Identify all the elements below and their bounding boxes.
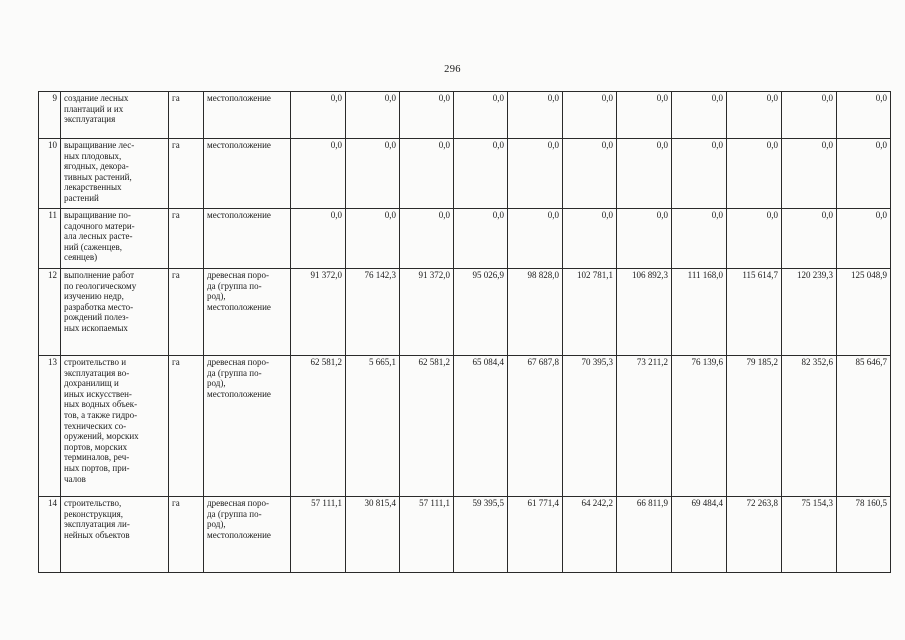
value-cell: 65 084,4 xyxy=(454,356,508,497)
activity-name-line: выращивание по- xyxy=(64,210,131,220)
basis-cell xyxy=(204,269,291,356)
basis-line: род), xyxy=(207,378,226,389)
value-cell: 115 614,7 xyxy=(727,269,782,356)
row-number-cell: 12 xyxy=(39,269,61,356)
value-cell: 0,0 xyxy=(837,92,891,139)
table-row xyxy=(39,139,891,209)
basis-line: местоположение xyxy=(207,388,271,399)
basis-line: местоположение xyxy=(207,140,271,150)
value-cell: 66 811,9 xyxy=(617,497,672,573)
activity-name-line: эксплуатация xyxy=(64,114,116,125)
activity-name-line: по геологическому xyxy=(64,280,137,291)
value-cell: 85 646,7 xyxy=(837,356,891,497)
activity-name-cell xyxy=(61,139,169,209)
activity-name-line: садочного матери- xyxy=(64,220,135,231)
activity-name-line: создание лесных xyxy=(64,93,129,103)
basis-line: род), xyxy=(207,291,226,302)
value-cell: 102 781,1 xyxy=(563,269,617,356)
basis-line: древесная поро- xyxy=(207,270,269,280)
value-cell: 98 828,0 xyxy=(508,269,563,356)
value-cell: 0,0 xyxy=(782,139,837,209)
row-number-cell: 11 xyxy=(39,209,61,269)
activity-name-line: плантаций и их xyxy=(64,103,124,114)
value-cell: 0,0 xyxy=(782,92,837,139)
value-cell: 0,0 xyxy=(346,209,400,269)
value-cell: 0,0 xyxy=(291,139,346,209)
value-cell: 106 892,3 xyxy=(617,269,672,356)
activity-name-line: лекарственных xyxy=(64,182,122,193)
value-cell: 0,0 xyxy=(400,139,454,209)
value-cell: 69 484,4 xyxy=(672,497,727,573)
activity-name-line: чалов xyxy=(64,473,86,484)
page-number: 296 xyxy=(444,64,461,75)
value-cell: 70 395,3 xyxy=(563,356,617,497)
basis-line: местоположение xyxy=(207,93,271,103)
value-cell: 0,0 xyxy=(400,92,454,139)
value-cell: 0,0 xyxy=(454,209,508,269)
activity-name-cell xyxy=(61,356,169,497)
value-cell: 111 168,0 xyxy=(672,269,727,356)
value-cell: 67 687,8 xyxy=(508,356,563,497)
value-cell: 5 665,1 xyxy=(346,356,400,497)
value-cell: 73 211,2 xyxy=(617,356,672,497)
unit-cell: га xyxy=(169,209,204,269)
value-cell: 57 111,1 xyxy=(291,497,346,573)
basis-line: да (группа по- xyxy=(207,280,262,291)
unit-cell: га xyxy=(169,92,204,139)
activity-name-cell xyxy=(61,209,169,269)
table-row xyxy=(39,269,891,356)
value-cell: 0,0 xyxy=(563,209,617,269)
value-cell: 82 352,6 xyxy=(782,356,837,497)
table-row xyxy=(39,356,891,497)
activity-name-line: ала лесных расте- xyxy=(64,231,133,242)
table-row xyxy=(39,209,891,269)
value-cell: 0,0 xyxy=(672,92,727,139)
activity-name-line: рождений полез- xyxy=(64,312,129,323)
activity-name-line: строительство, xyxy=(64,498,122,508)
activity-name-line: изучению недр, xyxy=(64,291,124,302)
activity-name-line: эксплуатация во- xyxy=(64,367,130,378)
value-cell: 120 239,3 xyxy=(782,269,837,356)
value-cell: 75 154,3 xyxy=(782,497,837,573)
row-number-cell: 13 xyxy=(39,356,61,497)
value-cell: 0,0 xyxy=(837,209,891,269)
activity-name-line: разработка место- xyxy=(64,301,134,312)
unit-cell: га xyxy=(169,139,204,209)
value-cell: 0,0 xyxy=(617,92,672,139)
activity-name-cell xyxy=(61,92,169,139)
basis-line: древесная поро- xyxy=(207,498,269,508)
value-cell: 0,0 xyxy=(782,209,837,269)
basis-line: древесная поро- xyxy=(207,357,269,367)
value-cell: 0,0 xyxy=(346,92,400,139)
value-cell: 0,0 xyxy=(291,92,346,139)
activity-name-line: реконструкция, xyxy=(64,508,124,519)
value-cell: 0,0 xyxy=(727,209,782,269)
row-number-cell: 14 xyxy=(39,497,61,573)
basis-line: да (группа по- xyxy=(207,508,262,519)
activity-name-line: выполнение работ xyxy=(64,270,135,280)
value-cell: 78 160,5 xyxy=(837,497,891,573)
unit-cell: га xyxy=(169,497,204,573)
value-cell: 0,0 xyxy=(346,139,400,209)
activity-name-line: тов, а также гидро- xyxy=(64,409,138,420)
value-cell: 76 139,6 xyxy=(672,356,727,497)
activity-name-line: выращивание лес- xyxy=(64,140,135,150)
value-cell: 0,0 xyxy=(727,92,782,139)
activity-name-line: тивных растений, xyxy=(64,171,132,182)
basis-line: да (группа по- xyxy=(207,367,262,378)
basis-cell xyxy=(204,139,291,209)
activity-name-line: иных искусствен- xyxy=(64,388,132,399)
activity-name-line: растений xyxy=(64,192,99,203)
value-cell: 57 111,1 xyxy=(400,497,454,573)
activity-name-line: строительство и xyxy=(64,357,127,367)
value-cell: 0,0 xyxy=(672,209,727,269)
activity-name-line: ягодных, декора- xyxy=(64,161,129,172)
basis-cell xyxy=(204,92,291,139)
basis-cell xyxy=(204,497,291,573)
activity-name-line: сеянцев) xyxy=(64,252,98,263)
unit-cell: га xyxy=(169,269,204,356)
value-cell: 79 185,2 xyxy=(727,356,782,497)
value-cell: 125 048,9 xyxy=(837,269,891,356)
table-row xyxy=(39,92,891,139)
value-cell: 0,0 xyxy=(454,92,508,139)
basis-cell xyxy=(204,356,291,497)
activity-name-line: ний (саженцев, xyxy=(64,241,123,252)
activity-name-line: ных водных объек- xyxy=(64,399,138,410)
table-row xyxy=(39,497,891,573)
value-cell: 0,0 xyxy=(617,209,672,269)
activity-name-line: ных портов, при- xyxy=(64,462,130,473)
value-cell: 0,0 xyxy=(400,209,454,269)
value-cell: 76 142,3 xyxy=(346,269,400,356)
value-cell: 62 581,2 xyxy=(291,356,346,497)
unit-cell: га xyxy=(169,356,204,497)
activity-name-line: оружений, морских xyxy=(64,431,139,442)
value-cell: 59 395,5 xyxy=(454,497,508,573)
value-cell: 0,0 xyxy=(454,139,508,209)
value-cell: 0,0 xyxy=(617,139,672,209)
value-cell: 95 026,9 xyxy=(454,269,508,356)
basis-line: местоположение xyxy=(207,529,271,540)
basis-line: местоположение xyxy=(207,301,271,312)
value-cell: 91 372,0 xyxy=(400,269,454,356)
activity-name-cell xyxy=(61,497,169,573)
activity-name-line: дохранилищ и xyxy=(64,378,119,389)
basis-cell xyxy=(204,209,291,269)
value-cell: 0,0 xyxy=(563,139,617,209)
value-cell: 0,0 xyxy=(672,139,727,209)
activity-name-line: ных ископаемых xyxy=(64,322,128,333)
value-cell: 0,0 xyxy=(508,209,563,269)
activity-name-line: портов, морских xyxy=(64,441,128,452)
activity-name-cell xyxy=(61,269,169,356)
value-cell: 62 581,2 xyxy=(400,356,454,497)
basis-line: местоположение xyxy=(207,210,271,220)
activity-name-line: терминалов, реч- xyxy=(64,452,130,463)
activity-name-line: ных плодовых, xyxy=(64,150,122,161)
forest-use-table xyxy=(38,91,891,573)
value-cell: 61 771,4 xyxy=(508,497,563,573)
activity-name-line: технических со- xyxy=(64,420,127,431)
row-number-cell: 9 xyxy=(39,92,61,139)
basis-line: род), xyxy=(207,519,226,530)
value-cell: 0,0 xyxy=(837,139,891,209)
value-cell: 0,0 xyxy=(727,139,782,209)
activity-name-line: эксплуатация ли- xyxy=(64,519,130,530)
value-cell: 0,0 xyxy=(563,92,617,139)
value-cell: 0,0 xyxy=(291,209,346,269)
value-cell: 72 263,8 xyxy=(727,497,782,573)
value-cell: 64 242,2 xyxy=(563,497,617,573)
activity-name-line: нейных объектов xyxy=(64,529,130,540)
value-cell: 30 815,4 xyxy=(346,497,400,573)
value-cell: 0,0 xyxy=(508,139,563,209)
row-number-cell: 10 xyxy=(39,139,61,209)
value-cell: 0,0 xyxy=(508,92,563,139)
value-cell: 91 372,0 xyxy=(291,269,346,356)
